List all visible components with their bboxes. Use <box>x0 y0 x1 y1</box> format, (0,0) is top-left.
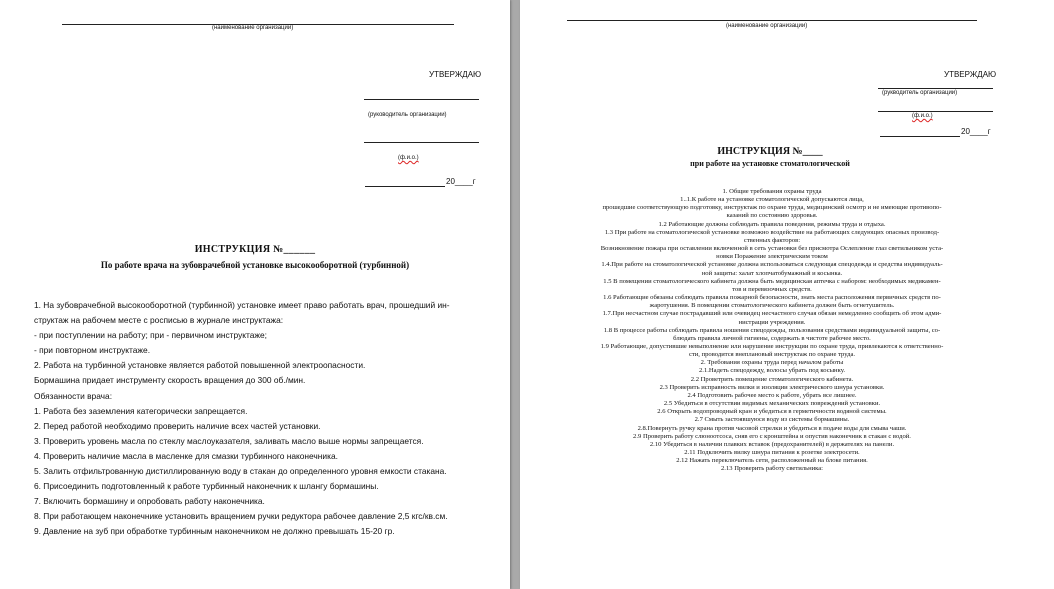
text-line: 1.2 Работающие должны соблюдать правила поведения, режимы труда и отдыха. <box>658 220 886 228</box>
fio-caption: (ф.и.о.) <box>398 155 419 161</box>
text-line: 2.1.Надеть спецодежду, волосы убрать под косынку. <box>699 367 845 375</box>
text-line: 4. Проверить наличие масла в масленке для смазки турбинного наконечника. <box>34 450 338 461</box>
text-line: 2.11 Подключить вилку шнура питания к розетке электросети. <box>684 449 860 456</box>
text-line: Бормашина придает инструменту скорость вращения до 300 об./мин. <box>34 375 306 386</box>
text-line: тов и перевязочных средств. <box>732 285 812 293</box>
text-line: новки Поражение электрическим током <box>716 253 828 261</box>
text-line: - при повторном инструктаже. <box>34 345 151 356</box>
approve-heading: УТВЕРЖДАЮ <box>429 70 482 79</box>
text-line: 2. Перед работой необходимо проверить наличие всех частей установки. <box>34 420 321 431</box>
date-text: 20____г <box>961 127 991 136</box>
date-text: 20____г <box>446 177 476 186</box>
text-line: 3. Проверить уровень масла по стеклу маслоуказателя, заливать масло выше нормы запрещается. <box>34 435 424 446</box>
text-line: 2.6 Открыть водопроводный кран и убедиться в герметичности водяной системы. <box>657 408 887 416</box>
text-line: 2. Работа на турбинной установке является работой повышенной электроопасности. <box>34 360 366 371</box>
fio-caption: (ф.и.о.) <box>912 113 933 119</box>
date-line <box>365 186 445 187</box>
text-line: 2.12 Нажать переключатель сети, расположенный на блоке питания. <box>676 457 868 465</box>
head-caption: (рукводитель организации) <box>882 90 958 96</box>
text-line: 6. Присоединить подготовленный к работе турбинный наконечник к шлангу бормашины. <box>34 481 379 492</box>
text-line: блюдать правила личной гигиены, содержать в чистоте рабочее место. <box>673 334 871 342</box>
text-line: 2.10 Убедиться в наличии плавких вставок (предохранителей) в держателях на панели. <box>649 440 895 448</box>
text-line: 2.8.Повернуть ручку крана против часовой стрелки и убедиться в подаче воды для смыва чаши. <box>637 424 907 432</box>
text-line: 7. Включить бормашину и опробовать работу наконечника. <box>34 496 265 507</box>
text-line: 2.7 Смыть застоявшуюся воду из системы бормашины. <box>694 416 850 424</box>
text-line: жаротушения. В помещении стоматологического кабинета должен быть огнетушитель. <box>649 302 895 310</box>
text-line: 5. Залить отфильтрованную дистиллированную воду в стакан до определенного уровня емкости стакана. <box>34 466 447 477</box>
text-line: 9. Давление на зуб при обработке турбинным наконечником не должно превышать 15-20 гр. <box>34 526 395 537</box>
text-line: структаж на рабочем месте с росписью в журнале инструктажа: <box>34 315 284 326</box>
text-line: Обязанности врача: <box>34 390 113 401</box>
text-line: сти, проводится внеплановый инструктаж по охране труда. <box>688 351 856 359</box>
head-name-line <box>878 111 993 112</box>
text-line: 1.5 В помещении стоматологического кабинета должна быть медицинская аптечка с набором: необходимых медикамен- <box>603 277 941 285</box>
text-line: 1.6 Работающие обязаны соблюдать правила пожарной безопасности, знать места расположения первичных средств по- <box>603 294 941 302</box>
document-title: ИНСТРУКЦИЯ №______ <box>194 244 316 255</box>
text-line: 1. На зубоврачебной высокооборотной (турбинной) установке имеет право работать врач, прошедший ин- <box>34 300 450 310</box>
date-line <box>880 136 960 137</box>
text-line: - при поступлении на работу; при - первичном инструктаже; <box>34 330 268 341</box>
head-name-line <box>364 142 479 143</box>
text-line: ственных факторов: <box>743 236 801 244</box>
text-line: 2.4 Подготовить рабочее место к работе, убрать все лишнее. <box>687 391 857 399</box>
text-line: 2.3 Проверить исправность вилки и изоляции электрического шнура установки. <box>659 383 885 391</box>
document-page-right <box>520 0 1054 589</box>
head-signature-line <box>364 99 479 100</box>
org-name-caption: (наименование организации) <box>212 25 294 31</box>
text-line: ной защиты: халат хлопчатобумажный и косынка. <box>701 269 843 277</box>
approve-heading: УТВЕРЖДАЮ <box>944 70 997 79</box>
text-line: 1.7.При несчастном случае пострадавший или очевидец несчастного случая обязан немедленно сообщить об этом адми- <box>602 310 942 318</box>
text-line: Возникновение пожара при оставлении включенной в сеть установки без присмотра Ослепление глаз светильником уста- <box>600 245 944 253</box>
text-line: 2.13 Проверить работу светильника: <box>721 465 823 473</box>
instruction-body <box>548 188 996 473</box>
text-line: 2.9 Проверить работу слюноотсоса, сняв его с кронштейна и опустив наконечник в стакан с водой. <box>633 432 911 440</box>
text-line: казаний по состоянию здоровья. <box>726 212 818 220</box>
text-line: 1. Общие требования охраны труда <box>722 188 822 195</box>
text-line: 2. Требования охраны труда перед началом работы <box>700 359 844 367</box>
document-subtitle: при работе на установке стоматологической <box>690 159 850 168</box>
document-subtitle: По работе врача на зубоврачебной установке высокооборотной (турбинной) <box>100 260 410 270</box>
text-line: 2.2 Проветрить помещение стоматологического кабинета. <box>690 375 854 383</box>
head-caption: (руководитель организации) <box>368 112 447 118</box>
text-line: 1.9 Работающие, допустившие невыполнение или нарушение инструкции по охране труда, привлекаются к ответственно- <box>600 342 944 350</box>
head-signature-line <box>878 88 993 89</box>
text-line: 1.3 При работе на стоматологической установке возможно воздействие на работающих следующих опасных производ- <box>604 228 940 236</box>
org-name-line <box>567 20 977 21</box>
document-title: ИНСТРУКЦИЯ №____ <box>717 146 823 157</box>
text-line: 1.4.При работе на стоматологической установке должна использоваться следующая спецодежда и средства индивидуаль- <box>601 261 943 269</box>
document-page-left <box>0 0 510 589</box>
text-line: нистрации учреждения. <box>738 318 806 326</box>
instruction-body <box>34 298 504 540</box>
text-line: прошедшие соответствующую подготовку, инструктаж по охране труда, медицинский осмотр и не имеющие противопо- <box>602 204 942 212</box>
text-line: 1. Работа без заземления категорически запрещается. <box>34 405 248 416</box>
text-line: 1.8 В процессе работы соблюдать правила ношения спецодежды, пользования средствами индивидуальной защиты, со- <box>603 326 941 334</box>
org-name-caption: (наименование организации) <box>726 23 808 29</box>
text-line: 2.5 Убедиться в отсутствии видимых механических повреждений установки. <box>663 400 881 408</box>
text-line: 1..1.К работе на установке стоматологической допускаются лица, <box>680 196 864 204</box>
text-line: 8. При работающем наконечнике установить вращением ручки редуктора рабочее давление 2,5 кгс/кв.см. <box>34 511 448 522</box>
